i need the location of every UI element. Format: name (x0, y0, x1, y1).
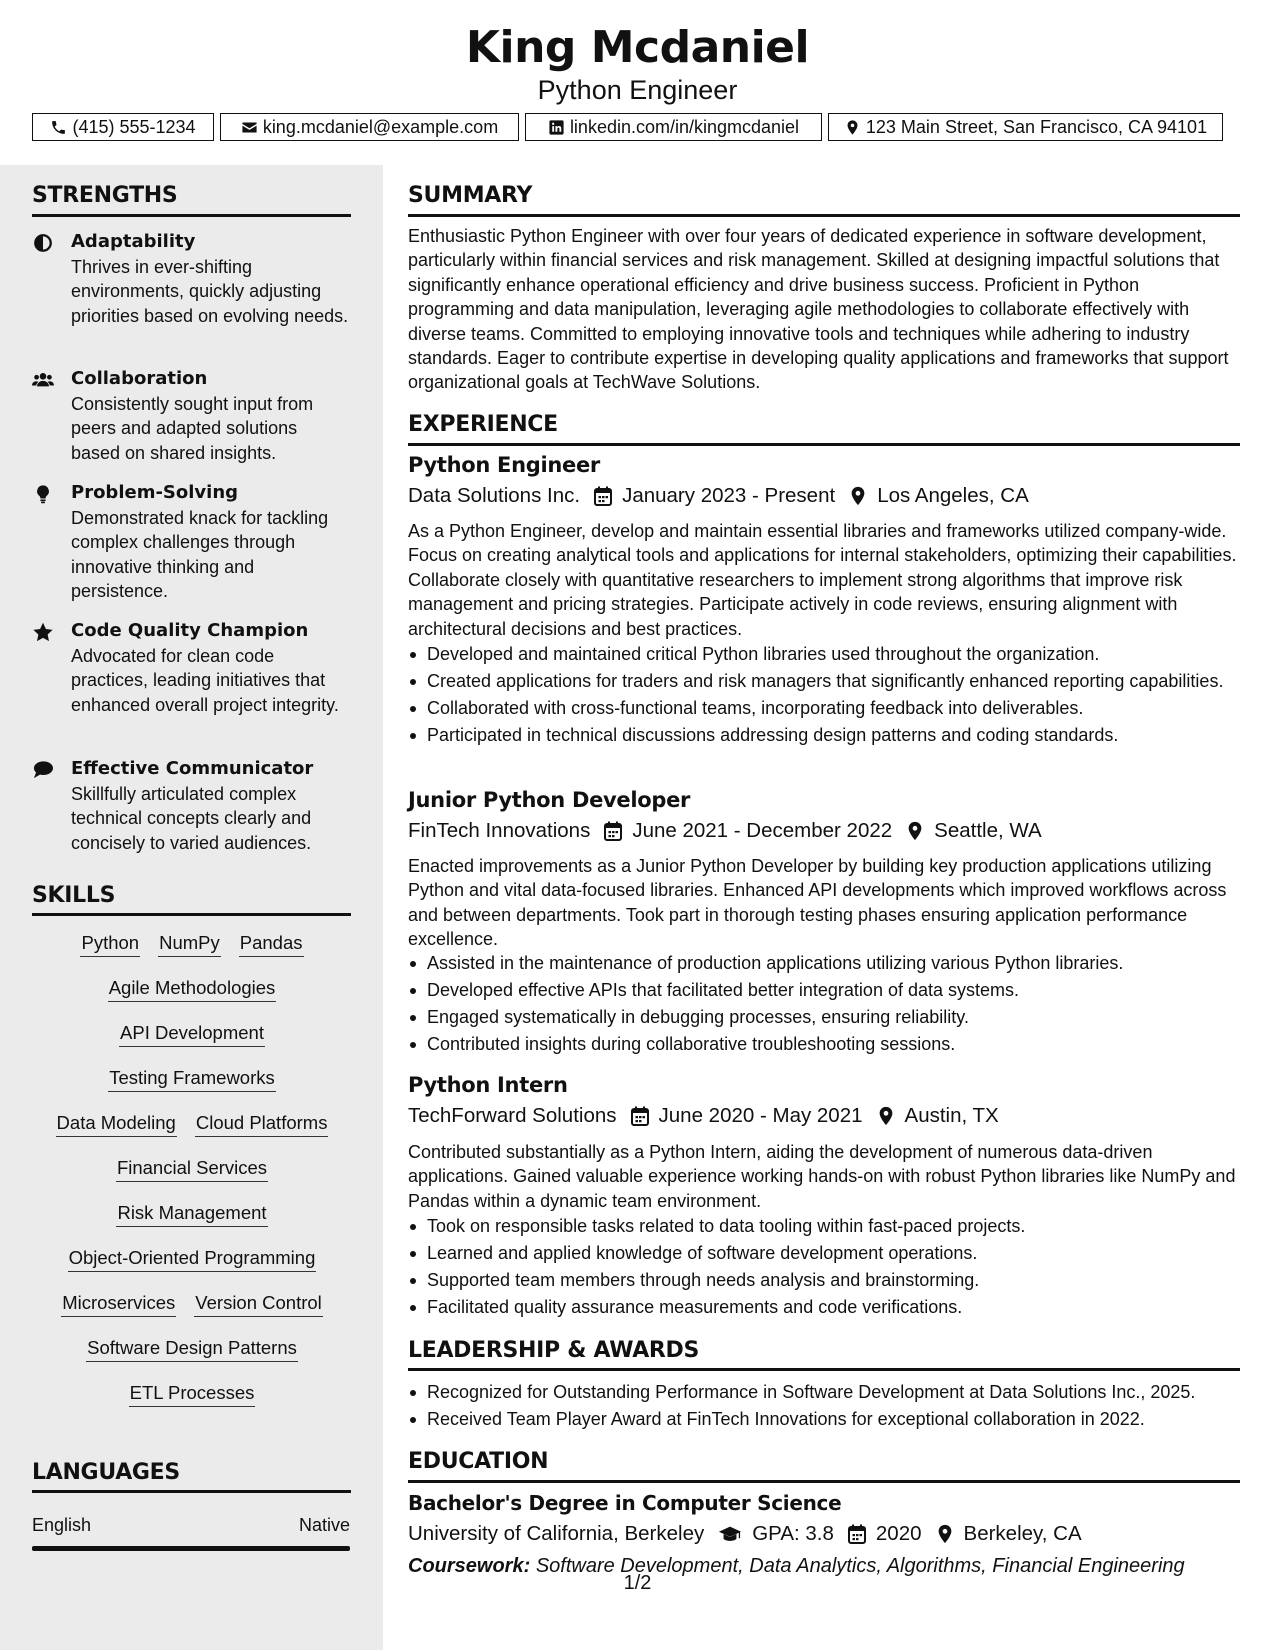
skill-row (32, 1065, 352, 1092)
job-location: Austin, TX (904, 1104, 999, 1127)
skill-tag: ETL Processes (129, 1380, 256, 1407)
strength-title: Effective Communicator (71, 758, 314, 779)
strength-title: Problem-Solving (71, 482, 239, 503)
gpa-text: GPA: 3.8 (752, 1522, 834, 1545)
skill-tag: Object-Oriented Programming (68, 1245, 317, 1272)
list-item: Learned and applied knowledge of software development operations. (408, 1241, 1240, 1265)
star-icon (32, 622, 54, 642)
job-meta (408, 1102, 999, 1130)
languages-rule (32, 1490, 351, 1493)
job-bullets (408, 1214, 1240, 1322)
contact-phone[interactable] (32, 113, 214, 141)
language-level: Native (298, 1515, 350, 1535)
job-title: Python Intern (408, 1073, 568, 1097)
list-item: Facilitated quality assurance measurements and code verifications. (408, 1295, 1240, 1319)
job-location: Los Angeles, CA (877, 484, 1029, 507)
calendar-icon (594, 486, 612, 506)
education-location: Berkeley, CA (963, 1522, 1082, 1545)
calendar-icon (604, 821, 622, 841)
skill-tag: Microservices (61, 1290, 176, 1317)
skill-row (32, 1110, 352, 1137)
skill-tag: Risk Management (116, 1200, 267, 1227)
skill-row (32, 1380, 352, 1407)
skill-tag: Python (80, 930, 140, 957)
job-dates: June 2021 - December 2022 (632, 819, 893, 842)
job-location: Seattle, WA (934, 819, 1042, 842)
list-item: Assisted in the maintenance of production applications utilizing various Python libraries. (408, 951, 1240, 975)
envelope-icon (241, 119, 258, 136)
strength-desc: Thrives in ever-shifting environments, quickly adjusting priorities based on evolving needs. (71, 257, 349, 326)
strength-title: Collaboration (71, 368, 208, 389)
half-circle-icon (32, 233, 54, 253)
coursework-label: Coursework: (408, 1555, 531, 1577)
users-icon (32, 370, 54, 390)
linkedin-icon (548, 119, 565, 136)
skill-tag: Pandas (239, 930, 304, 957)
job-meta (408, 817, 1042, 845)
skill-row (32, 930, 352, 957)
school-name: University of California, Berkeley (408, 1522, 705, 1545)
language-level-bar (32, 1546, 350, 1551)
experience-rule (408, 443, 1240, 446)
language-name: English (32, 1515, 92, 1535)
strength-desc: Skillfully articulated complex technical concepts clearly and concisely to varied audiences. (71, 784, 312, 853)
candidate-role: Python Engineer (537, 75, 738, 105)
job-bullets (408, 642, 1240, 750)
map-pin-icon (849, 486, 867, 506)
speech-bubble-icon (32, 760, 54, 780)
list-item: Contributed insights during collaborative troubleshooting sessions. (408, 1032, 1240, 1056)
list-item: Took on responsible tasks related to data tooling within fast-paced projects. (408, 1214, 1240, 1238)
summary-heading: SUMMARY (408, 183, 533, 208)
job-bullets (408, 951, 1240, 1059)
skill-tag: API Development (119, 1020, 265, 1047)
skill-row (32, 1020, 352, 1047)
language-item (32, 1513, 350, 1537)
skill-row (32, 1155, 352, 1182)
skill-row (32, 975, 352, 1002)
strength-desc: Consistently sought input from peers and adapted solutions based on shared insights. (71, 394, 314, 463)
contact-email[interactable] (220, 113, 519, 141)
calendar-icon (631, 1106, 649, 1126)
job-dates: June 2020 - May 2021 (658, 1104, 863, 1127)
skill-row (32, 1245, 352, 1272)
strength-desc: Advocated for clean code practices, leading initiatives that enhanced overall project integrity. (71, 646, 339, 715)
awards-heading: LEADERSHIP & AWARDS (408, 1338, 700, 1363)
strengths-heading: STRENGTHS (32, 183, 178, 208)
experience-heading: EXPERIENCE (408, 412, 558, 437)
awards-list (408, 1380, 1240, 1434)
graduation-year: 2020 (875, 1522, 922, 1545)
linkedin-text: linkedin.com/in/kingmcdaniel (569, 116, 800, 137)
job-company: Data Solutions Inc. (408, 484, 581, 507)
skill-row (32, 1290, 352, 1317)
skill-tag: Cloud Platforms (195, 1110, 329, 1137)
job-description: Enacted improvements as a Junior Python Developer by building key production applications utilizing Python and vital data-focused libraries. Enhanced API developments which improved workflows across and between departments. Took part in thorough testing phases ensuring application performance excellence. (408, 856, 1227, 950)
strength-desc: Demonstrated knack for tackling complex challenges through innovative thinking and persistence. (71, 508, 329, 602)
job-description: As a Python Engineer, develop and maintain essential libraries and frameworks utilized company-wide. Focus on creating analytical tools and applications for internal stakeholders, optimizing their capabilities. Collaborate closely with quantitative researchers to implement strong algorithms that improve risk management and pricing strategies. Participate actively in code reviews, ensuring alignment with architectural decisions and best practices. (408, 521, 1237, 639)
job-title: Junior Python Developer (408, 788, 691, 812)
list-item: Engaged systematically in debugging processes, ensuring reliability. (408, 1005, 1240, 1029)
skill-tag: NumPy (158, 930, 221, 957)
skills-rule (32, 913, 351, 916)
skill-tag: Version Control (194, 1290, 322, 1317)
address-text: 123 Main Street, San Francisco, CA 94101 (865, 116, 1208, 137)
strength-title: Code Quality Champion (71, 620, 309, 641)
awards-rule (408, 1368, 1240, 1371)
job-title: Python Engineer (408, 453, 600, 477)
list-item: Created applications for traders and risk managers that significantly enhanced reporting capabilities. (408, 669, 1240, 693)
skill-tag: Agile Methodologies (108, 975, 277, 1002)
candidate-name: King Mcdaniel (465, 22, 810, 73)
list-item: Collaborated with cross-functional teams, incorporating feedback into deliverables. (408, 696, 1240, 720)
degree-title: Bachelor's Degree in Computer Science (408, 1491, 842, 1515)
skills-heading: SKILLS (32, 883, 116, 908)
summary-text: Enthusiastic Python Engineer with over four years of dedicated experience in software development, particularly within financial services and risk management. Skilled at designing impactful solutions that significantly enhance operational efficiency and drive business success. Proficient in Python programming and data manipulation, leveraging agile methodologies to collaborate effectively with diverse teams. Committed to employing innovative tools and techniques while adhering to industry standards. Eager to contribute expertise in developing quality applications and frameworks that support organizational goals at TechWave Solutions. (408, 226, 1229, 393)
education-heading: EDUCATION (408, 1449, 549, 1474)
list-item: Supported team members through needs analysis and brainstorming. (408, 1268, 1240, 1292)
skill-tag: Financial Services (116, 1155, 268, 1182)
job-description: Contributed substantially as a Python Intern, aiding the development of numerous data-driven applications. Gained valuable experience working hands-on with robust Python libraries like NumPy and Pandas within a dynamic team environment. (408, 1142, 1236, 1211)
list-item: Received Team Player Award at FinTech Innovations for exceptional collaboration in 2022. (408, 1407, 1240, 1431)
graduation-cap-icon (718, 1524, 742, 1544)
calendar-icon (848, 1524, 866, 1544)
skill-tag: Software Design Patterns (86, 1335, 298, 1362)
coursework-text: Software Development, Data Analytics, Algorithms, Financial Engineering (535, 1555, 1185, 1577)
summary-rule (408, 214, 1240, 217)
map-pin-icon (936, 1524, 954, 1544)
job-company: FinTech Innovations (408, 819, 591, 842)
skill-tag: Data Modeling (56, 1110, 177, 1137)
job-meta (408, 482, 1029, 510)
phone-icon (50, 119, 67, 136)
job-dates: January 2023 - Present (622, 484, 836, 507)
list-item: Recognized for Outstanding Performance in Software Development at Data Solutions Inc., 2025. (408, 1380, 1240, 1404)
list-item: Developed and maintained critical Python libraries used throughout the organization. (408, 642, 1240, 666)
resume-header (0, 0, 1275, 165)
education-meta (408, 1520, 1082, 1548)
strengths-rule (32, 214, 351, 217)
list-item: Developed effective APIs that facilitated better integration of data systems. (408, 978, 1240, 1002)
contact-address[interactable] (828, 113, 1223, 141)
languages-heading: LANGUAGES (32, 1460, 180, 1485)
map-pin-icon (844, 119, 861, 136)
map-pin-icon (877, 1106, 895, 1126)
map-pin-icon (906, 821, 924, 841)
skill-tag: Testing Frameworks (108, 1065, 276, 1092)
strength-title: Adaptability (71, 231, 196, 252)
education-rule (408, 1480, 1240, 1483)
lightbulb-icon (32, 484, 54, 504)
email-text: king.mcdaniel@example.com (262, 116, 499, 137)
skill-row (32, 1200, 352, 1227)
page-number: 1/2 (623, 1572, 652, 1594)
list-item: Participated in technical discussions addressing design patterns and coding standards. (408, 723, 1240, 747)
job-company: TechForward Solutions (408, 1104, 617, 1127)
contact-linkedin[interactable] (525, 113, 822, 141)
skill-row (32, 1335, 352, 1362)
phone-text: (415) 555-1234 (72, 116, 196, 137)
